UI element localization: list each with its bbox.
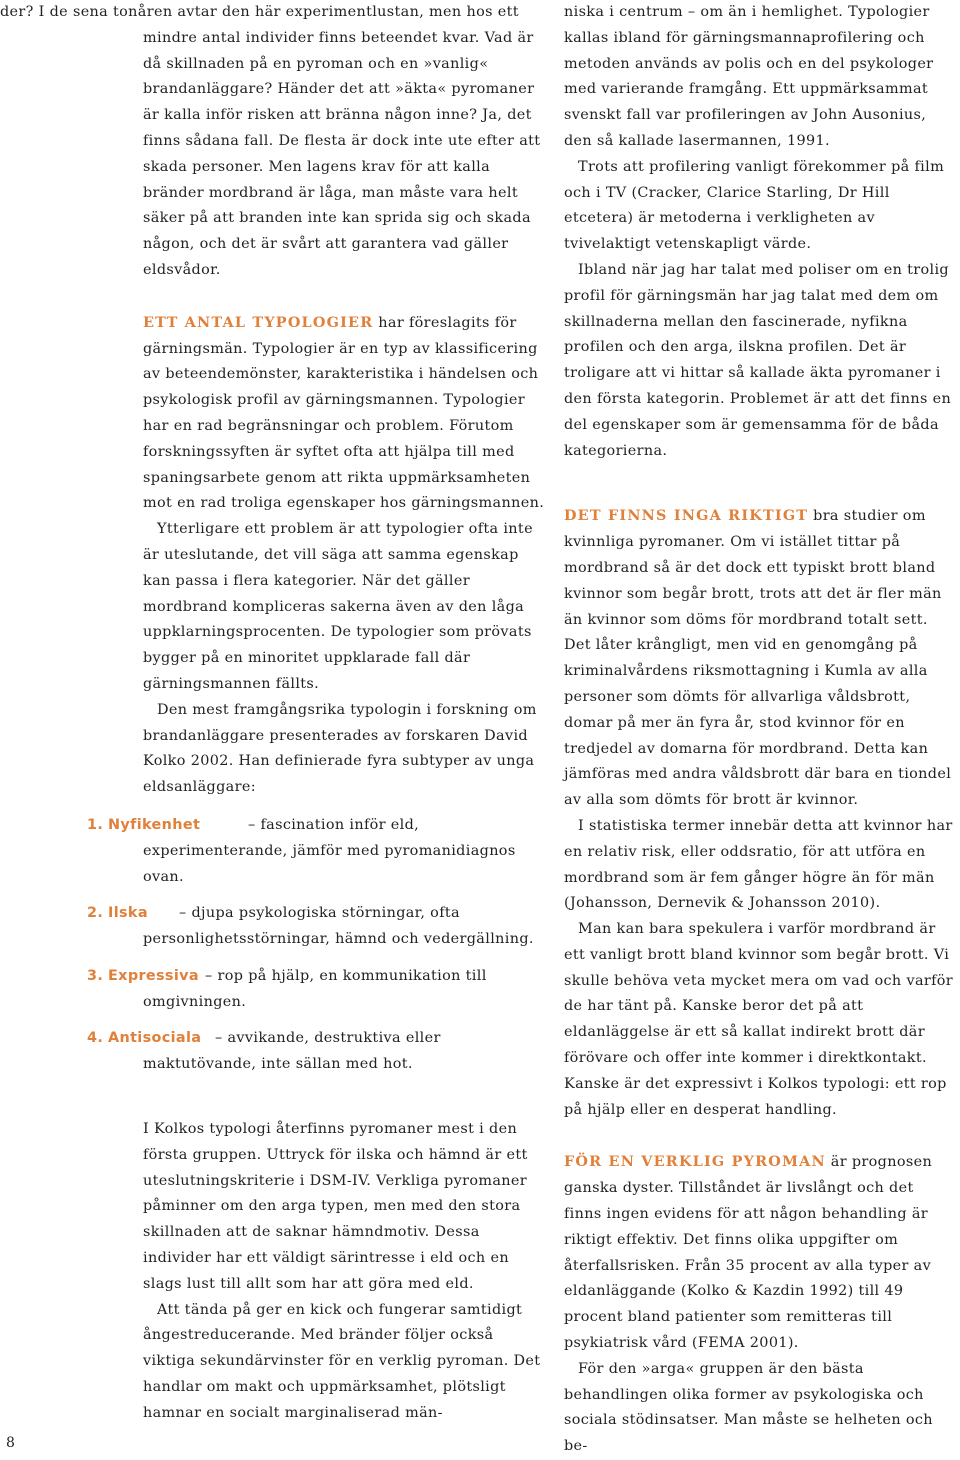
- left-paragraph-4: Den mest framgångsrika typologin i forskning om brandanläggare presenterades av forskaren David Kolko 2002. Han definierade fyra subtyper av unga eldsanläggare:: [143, 701, 537, 796]
- list-text: – rop på hjälp, en kommunikation till omgivningen.: [143, 967, 487, 1010]
- left-paragraph-2: [143, 310, 545, 517]
- list-text: – fascination inför eld, experimenterande, jämför med pyromanidiagnos ovan.: [143, 816, 516, 885]
- section-lead-pyroman: FÖR EN VERKLIG PYROMAN: [564, 1153, 826, 1171]
- left-paragraph-2-text: har föreslagits för gärningsmän. Typologier är en typ av klassificering av beteendemönster, karakteristika i händelsen och psykologisk profil av gärningsmannen. Typologier har en rad begränsningar och problem. Förutom forskningssyften är syftet ofta att hjälpa till med spaningsarbete genom att rikta uppmärksamheten mot en rad troliga egenskaper hos gärningsmannen.: [143, 314, 545, 512]
- right-paragraph-1: niska i centrum – om än i hemlighet. Typologier kallas ibland för gärningsmannaprofilering och metoden används av polis och en del psykologer med varierande framgång. Ett uppmärksammat svenskt fall var profileringen av John Ausonius, den så kallade lasermannen, 1991.: [564, 4, 934, 149]
- page-number: 8: [6, 1435, 15, 1451]
- left-indent-block-2: [0, 1117, 545, 1427]
- right-paragraph-8: För den »arga« gruppen är den bästa behandlingen olika former av psykologiska och sociala stödinsatser. Man måste se helheten och be-: [564, 1360, 933, 1455]
- left-indent-block: [0, 26, 545, 801]
- list-term: Antisociala: [108, 1030, 202, 1047]
- right-paragraph-3: Ibland när jag har talat med poliser om en trolig profil för gärningsmän har jag talat med dem om skillnaderna mellan den fascinerade, nyfikna profilen och den arga, ilskna profilen. Det är troligare att vi hittar så kallade äkta pyromaner i den första kategorin. Problemet är att det finns en del egenskaper som är gemensamma för de båda kategorierna.: [564, 261, 952, 459]
- right-paragraph-6: Man kan bara spekulera i varför mordbrand är ett vanligt brott bland kvinnor som begår brott. Vi skulle behöva veta mycket mera om vad och varför de har tänt på. Kanske beror det på att eldanläggelse är ett så kallat indirekt brott där förövare och offer inte kommer i direktkontakt. Kanske är det expressivt i Kolkos typologi: ett rop på hjälp eller en desperat handling.: [564, 921, 954, 1118]
- list-text: – avvikande, destruktiva eller maktutövande, inte sällan med hot.: [143, 1030, 441, 1073]
- list-term: Nyfikenhet: [108, 816, 201, 833]
- right-paragraph-4: [564, 503, 956, 814]
- right-column: [564, 0, 956, 1460]
- list-number: 3.: [87, 967, 104, 984]
- list-item: [0, 1026, 545, 1078]
- list-number: 4.: [87, 1030, 104, 1047]
- list-item: [0, 813, 545, 890]
- list-item: [0, 901, 545, 953]
- list-item: [0, 964, 545, 1016]
- list-number: 1.: [87, 816, 104, 833]
- right-paragraph-5: I statistiska termer innebär detta att kvinnor har en relativ risk, eller oddsratio, för att utföra en mordbrand som är fem gånger högre än för män (Johansson, Dernevik & Johansson 2010).: [564, 817, 953, 912]
- left-paragraph-1: mindre antal individer finns beteendet kvar. Vad är då skillnaden på en pyroman och en »vanlig« brandanläggare? Händer det att »äkta« pyromaner är kalla inför risken att bränna någon inne? Ja, det finns sådana fall. De flesta är dock inte ute efter att skada personer. Men lagens krav för att kalla bränder mordbrand är låga, man måste vara helt säker på att branden inte kan sprida sig och skada någon, och det är svårt att garantera vad gäller eldsvådor.: [143, 29, 541, 278]
- subtype-list: [0, 813, 545, 1078]
- left-paragraph-1-first-line: der? I de sena tonåren avtar den här experimentlustan, men hos ett: [0, 4, 519, 20]
- right-paragraph-4-text: bra studier om kvinnliga pyromaner. Om vi istället tittar på mordbrand så är det dock ett typiskt brott bland kvinnor som begår brott, trots att det är fler män än kvinnor som döms för mordbrand totalt sett. Det låter krångligt, men vid en genomgång på kriminalvårdens riksmottagning i Kumla av alla personer som dömts för allvarliga våldsbrott, domar på mer än fyra år, stod kvinnor för en tredjedel av domarna för mordbrand. Detta kan jämföras med andra våldsbrott där bara en tiondel av alla som dömts för brott är kvinnor.: [564, 508, 952, 809]
- left-paragraph-5: I Kolkos typologi återfinns pyromaner mest i den första gruppen. Uttryck för ilska och hämnd är ett uteslutningskriterie i DSM-IV. Verkliga pyromaner påminner om den arga typen, men med den stora skillnaden att de saknar hämndmotiv. Dessa individer har ett väldigt särintresse i eld och en slags lust till allt som har att göra med eld.: [143, 1121, 528, 1292]
- list-text: – djupa psykologiska störningar, ofta personlighetsstörningar, hämnd och vedergällning.: [143, 905, 534, 948]
- left-paragraph-3: Ytterligare ett problem är att typologier ofta inte är uteslutande, det vill säga att samma egenskap kan passa i flera kategorier. När det gäller mordbrand kompliceras sakerna även av den låga uppklarningsprocenten. De typologier som prövats bygger på en minoritet uppklarade fall där gärningsmannen fällts.: [143, 521, 533, 692]
- right-paragraph-7: [564, 1149, 956, 1356]
- section-lead-typologier: ETT ANTAL TYPOLOGIER: [143, 313, 374, 331]
- section-lead-riktigt: DET FINNS INGA RIKTIGT: [564, 507, 809, 525]
- list-term: Expressiva: [108, 967, 199, 984]
- list-term: Ilska: [108, 905, 148, 922]
- list-number: 2.: [87, 905, 104, 922]
- right-paragraph-2: Trots att profilering vanligt förekommer på film och i TV (Cracker, Clarice Starling, Dr Hill etcetera) är metoderna i verkligheten av tvivelaktigt vetenskapligt värde.: [564, 158, 945, 253]
- left-paragraph-6: Att tända på ger en kick och fungerar samtidigt ångestreducerande. Med bränder följer också viktiga sekundärvinster för en verklig pyroman. Det handlar om makt och uppmärksamhet, plötsligt hamnar en socialt marginaliserad män-: [143, 1301, 541, 1421]
- right-paragraph-7-text: är prognosen ganska dyster. Tillståndet är livslångt och det finns ingen evidens för att någon behandling är riktigt effektiv. Det finns olika uppgifter om återfallsrisken. Från 35 procent av alla typer av eldanläggande (Kolko & Kazdin 1992) till 49 procent bland patienter som remitteras till psykiatrisk vård (FEMA 2001).: [564, 1154, 933, 1352]
